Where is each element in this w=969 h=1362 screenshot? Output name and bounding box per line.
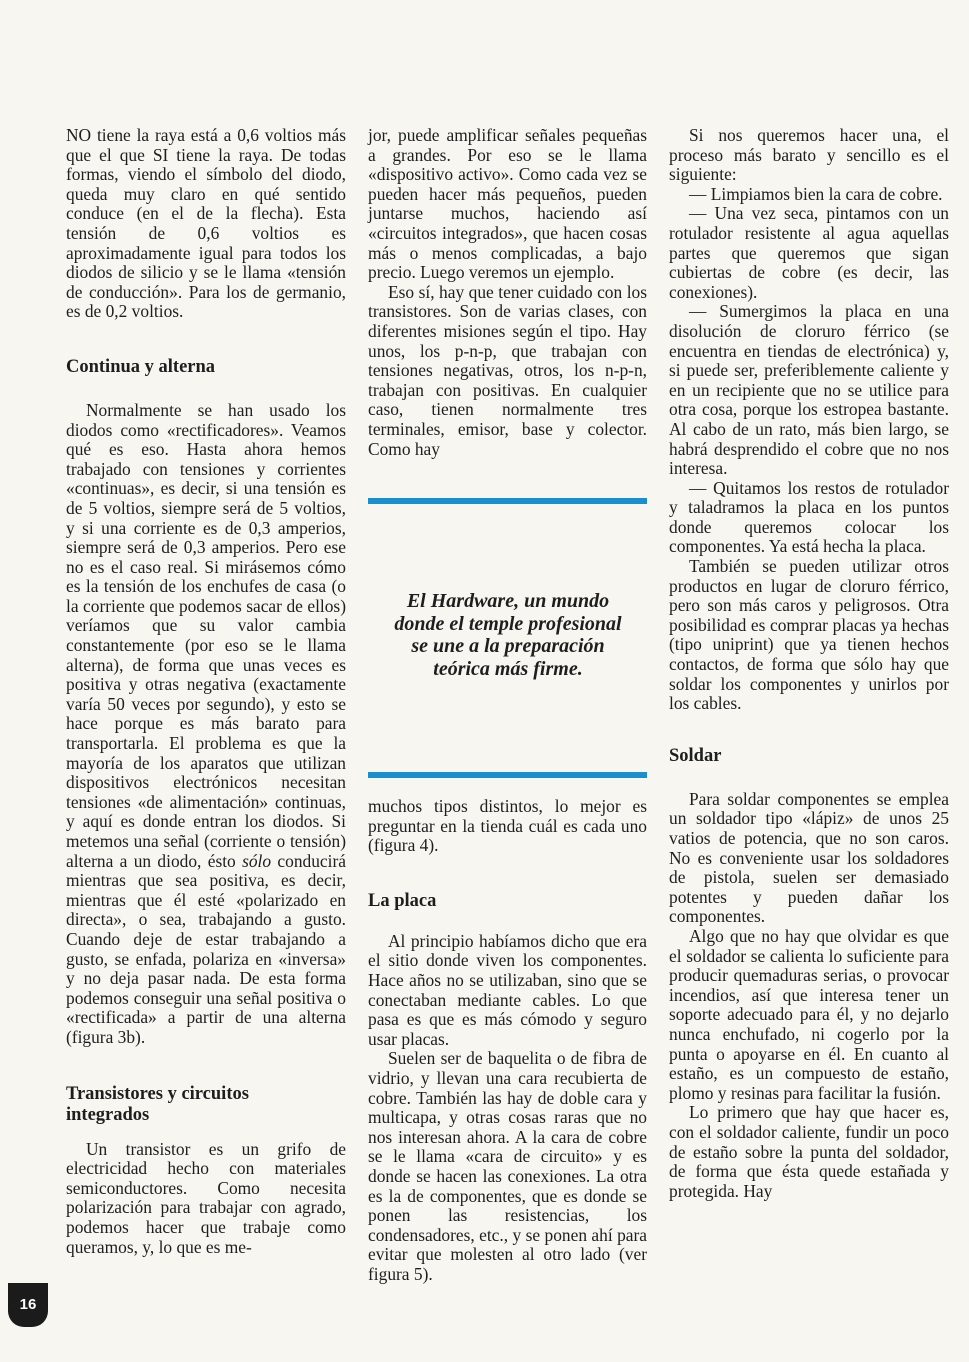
text-run: Normalmente se han usado los diodos como «rectificadores». Veamos qué es eso. Hasta ahora hemos trabajado con tensiones y corrientes «continuas», es decir, si una tensión es de 5 voltios, siempre será de 5 voltios, y si una corriente es de 0,3 amperios, siempre será de 0,3 amperios. Pero ese no es el caso real. Si mirásemos cómo es la tensión de los enchufes de casa (o la corriente que podemos sacar de ellos) veríamos que su valor cambia constantemente (por eso se le llama alterna), de forma que unas veces es positiva y otras negativa (exactamente varía 50 veces por segundo), y esto se hace porque es más barato para transportarla. El problema es que la mayoría de los aparatos que utilizan dispositivos electrónicos necesitan tensiones «de alimentación» continuas, y aquí es donde entran los diodos. Si metemos una señal (corriente o tensión) alterna a un diodo, ésto	[66, 399, 346, 871]
paragraph	[66, 401, 346, 1048]
paragraph: muchos tipos distintos, lo mejor es preguntar en la tienda cuál es cada uno (figura 4).	[368, 796, 647, 856]
quote-line: El Hardware, un mundo	[406, 590, 610, 612]
quote-rule-bottom	[368, 772, 647, 778]
emphasis-text: sólo	[242, 850, 272, 871]
page-number-badge: 16	[8, 1283, 48, 1327]
section-heading-continua: Continua y alterna	[66, 356, 216, 377]
paragraph: Eso sí, hay que tener cuidado con los transistores. Son de varias clases, con diferentes misiones según el tipo. Hay unos, los p-n-p, que trabajan con tensiones negativas, otros, los n-p-n, trabajan con positivas. En cualquier caso, tienen normalmente tres terminales, emisor, base y colector. Como hay	[368, 281, 647, 459]
paragraph: Al principio habíamos dicho que era el sitio donde viven los componentes. Hace años no se utilizaban, sino que se conectaban mediante cables. Lo que pasa es que es más cómodo y seguro usar placas.	[368, 930, 647, 1049]
quote-line: teórica más firme.	[433, 657, 583, 680]
paragraph: Algo que no hay que olvidar es que el soldador se calienta lo suficiente para producir quemaduras serias, o provocar incendios, así que interesa tener un soporte adecuado para él, y no dejarlo nunca enchufado, ni cogerlo por la punta o apoyarse en él. En cuanto al estaño, es un compuesto de estaño, plomo y resinas para facilitar la fusión.	[669, 925, 949, 1103]
column-right	[669, 126, 949, 1201]
list-step: — Una vez seca, pintamos con un rotulador resistente al agua aquellas partes que queremos que sigan cubiertas de cobre (es decir, las conexiones).	[669, 203, 949, 302]
paragraph: También se pueden utilizar otros productos en lugar de cloruro férrico, pero son más caros y peligrosos. Otra posibilidad es comprar placas ya hechas (tipo uniprint) que ya tienen hechos contactos, de forma que sólo hay que soldar los componentes y unirlos por los cables.	[669, 556, 949, 714]
paragraph: Para soldar componentes se emplea un soldador tipo «lápiz» de unos 25 vatios de potencia, que no son caros. No es conveniente usar los soldadores de pistola, suelen ser demasiado potentes y pueden dañar los componentes.	[669, 788, 949, 927]
column-middle-lower	[368, 797, 647, 1284]
heading-line: Transistores y circuitos	[66, 1083, 249, 1104]
quote-rule-top	[368, 498, 647, 504]
paragraph: NO tiene la raya está a 0,6 voltios más que el que SI tiene la raya. De todas formas, viendo el símbolo del diodo, queda muy claro en qué sentido conduce (en el de la flecha). Esta tensión de 0,6 voltios es aproximadamente igual para todos los diodos de silicio y se le llama «tensión de conducción». Para los de germanio, es de 0,2 voltios.	[66, 125, 346, 322]
paragraph: Suelen ser de baquelita o de fibra de vidrio, y llevan una cara recubierta de cobre. También las hay de doble cara y multicapa, y otras cosas raras que no nos interesan ahora. A la cara de cobre se le llama «cara de circuito» y es donde se hacen las conexiones. La otra es la de componentes, que es donde se ponen las resistencias, los condensadores, etc., y se ponen ahí para evitar que molesten al otro lado (ver figura 5).	[368, 1048, 647, 1284]
heading-line: integrados	[66, 1104, 150, 1125]
section-heading-placa: La placa	[368, 890, 437, 911]
section-heading-transistores	[66, 1084, 346, 1126]
list-step: — Sumergimos la placa en una disolución de cloruro férrico (se encuentra en tiendas de electrónica) y, si puede ser, preferiblemente caliente y en un recipiente que no se utilice para otra cosa, porque los estropea bastante. Al cabo de un rato, más bien largo, se habrá desprendido el cobre que no nos interesa.	[669, 301, 949, 479]
section-heading-soldar: Soldar	[669, 745, 722, 766]
list-step: — Limpiamos bien la cara de cobre.	[689, 183, 943, 204]
quote-line: se une a la preparación	[411, 635, 605, 657]
paragraph: Si nos queremos hacer una, el proceso más barato y sencillo es el siguiente:	[669, 125, 949, 185]
paragraph: jor, puede amplificar señales pequeñas a grandes. Por eso se le llama «dispositivo activo». Como cada vez se pueden hacer más pequeños, pueden juntarse muchos, haciendo así «circuitos integrados», que hacen cosas más o menos complicadas, a bajo precio. Luego veremos un ejemplo.	[368, 125, 647, 283]
text-run: conducirá mientras que sea positiva, es decir, mientras que él esté «polarizado en directa», o sea, trabajando a gusto. Cuando deje de estar trabajando a gusto, se enfada, polariza en «inversa» y no deja pasar nada. De esta forma podemos conseguir una señal positiva o «rectificada» a partir de una alterna (figura 3b).	[66, 850, 346, 1047]
quote-line: donde el temple profesional	[394, 612, 622, 635]
pull-quote	[370, 590, 646, 680]
column-middle	[368, 126, 647, 459]
paragraph: Lo primero que hay que hacer es, con el soldador caliente, fundir un poco de estaño sobre la punta del soldador, de forma que ésta quede estañada y protegida. Hay	[669, 1102, 949, 1201]
paragraph: Un transistor es un grifo de electricidad hecho con materiales semiconductores. Como necesita polarización para trabajar con agrado, podemos hacer que trabaje como queramos, y, lo que es me-	[66, 1138, 346, 1257]
list-step: — Quitamos los restos de rotulador y taladramos la placa en los puntos donde queremos colocar los componentes. Ya está hecha la placa.	[669, 477, 949, 557]
column-left	[66, 126, 346, 1257]
